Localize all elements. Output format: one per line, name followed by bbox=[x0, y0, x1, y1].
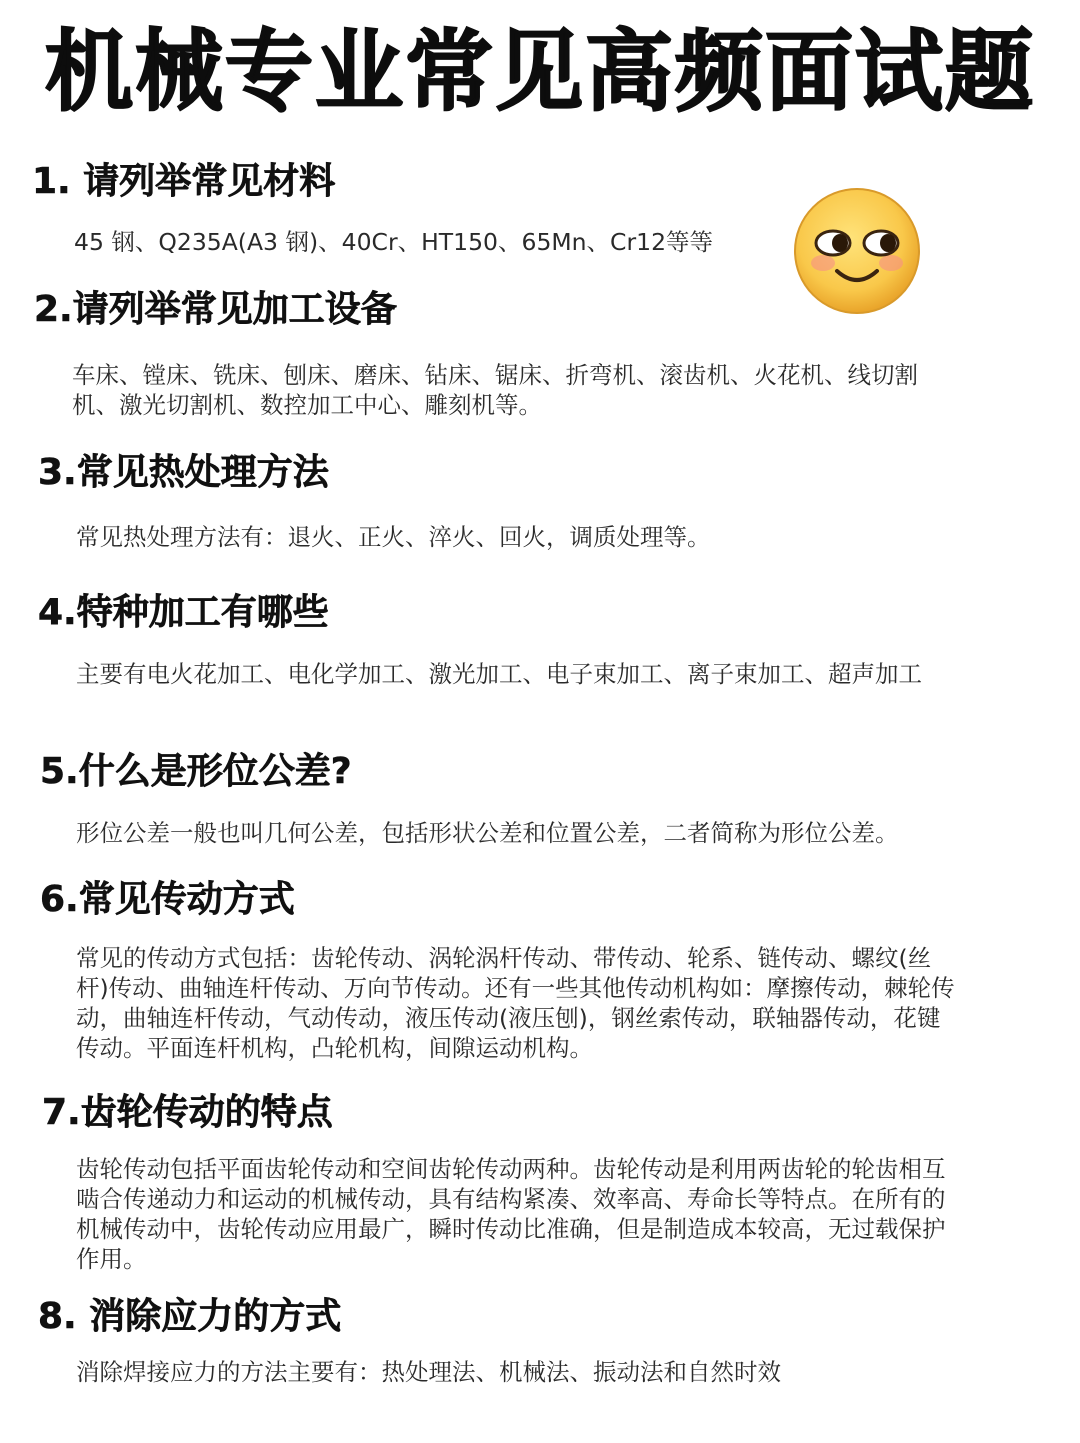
question-title: 8. 消除应力的方式 bbox=[38, 1296, 342, 1337]
question-title: 2.请列举常见加工设备 bbox=[34, 289, 397, 330]
question-title: 6.常见传动方式 bbox=[40, 879, 295, 920]
question-answer: 常见的传动方式包括：齿轮传动、涡轮涡杆传动、带传动、轮系、链传动、螺纹(丝杆)传动、曲轴连杆传动、万向节传动。还有一些其他传动机构如：摩擦传动，棘轮传动，曲轴连杆传动，气动传动，液压传动(液压刨)，钢丝索传动，联轴器传动，花键传动。平面连杆机构，凸轮机构，间隙运动机构。 bbox=[76, 944, 955, 1062]
page-title: 机械专业常见高频面试题 bbox=[44, 20, 1035, 123]
question-answer: 主要有电火花加工、电化学加工、激光加工、电子束加工、离子束加工、超声加工 bbox=[76, 660, 922, 688]
question-title: 7.齿轮传动的特点 bbox=[42, 1092, 333, 1133]
question-title: 1. 请列举常见材料 bbox=[32, 161, 336, 202]
question-answer: 齿轮传动包括平面齿轮传动和空间齿轮传动两种。齿轮传动是利用两齿轮的轮齿相互啮合传递动力和运动的机械传动，具有结构紧凑、效率高、寿命长等特点。在所有的机械传动中，齿轮传动应用最广，瞬时传动比准确，但是制造成本较高，无过载保护作用。 bbox=[76, 1155, 946, 1273]
question-answer: 常见热处理方法有：退火、正火、淬火、回火，调质处理等。 bbox=[76, 523, 711, 551]
question-title: 4.特种加工有哪些 bbox=[38, 592, 329, 633]
question-answer: 形位公差一般也叫几何公差，包括形状公差和位置公差，二者简称为形位公差。 bbox=[76, 819, 899, 847]
question-answer: 车床、镗床、铣床、刨床、磨床、钻床、锯床、折弯机、滚齿机、火花机、线切割机、激光切割机、数控加工中心、雕刻机等。 bbox=[72, 361, 918, 419]
question-answer: 消除焊接应力的方法主要有：热处理法、机械法、振动法和自然时效 bbox=[76, 1358, 781, 1386]
question-title: 3.常见热处理方法 bbox=[38, 452, 329, 493]
question-answer: 45 钢、Q235A(A3 钢)、40Cr、HT150、65Mn、Cr12等等 bbox=[74, 228, 714, 256]
question-title: 5.什么是形位公差? bbox=[40, 751, 352, 792]
